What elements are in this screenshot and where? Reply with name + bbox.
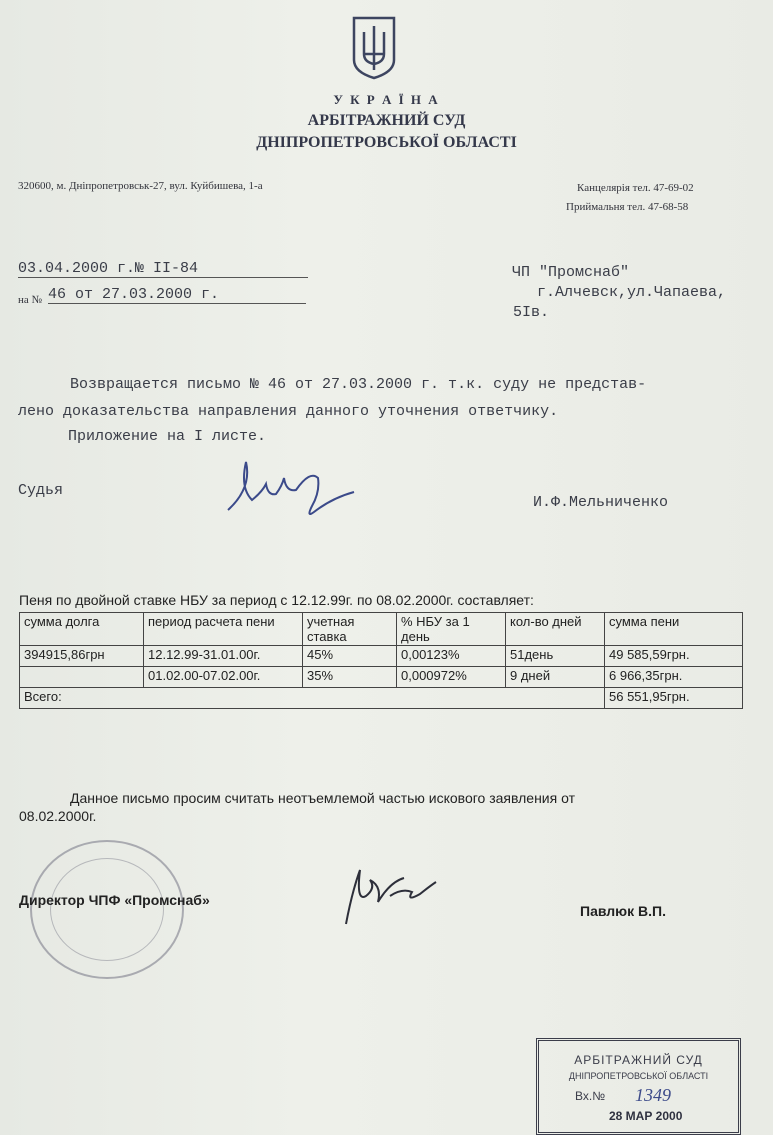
column-header: сумма долга [20, 613, 144, 646]
table-cell: 9 дней [506, 667, 605, 688]
closing-line-1: Данное письмо просим считать неотъемлемой частью искового заявления от [70, 790, 575, 806]
phone-office: Канцелярія тел. 47-69-02 [577, 182, 694, 194]
table-cell [20, 667, 144, 688]
recipient-address: г.Алчевск,ул.Чапаева, [537, 284, 727, 301]
table-cell: 49 585,59грн. [605, 646, 743, 667]
reply-prefix: на № [18, 294, 43, 306]
outgoing-date-number: 03.04.2000 г.№ II-84 [18, 260, 308, 278]
letter-body-line-3: Приложение на I листе. [68, 428, 267, 445]
table-cell: 0,000972% [397, 667, 506, 688]
table-row [20, 646, 743, 667]
director-label: Директор ЧПФ «Промснаб» [19, 892, 210, 908]
column-header: период расчета пени [144, 613, 303, 646]
letter-body-line-2: лено доказательства направления данного уточнения ответчику. [18, 403, 559, 420]
stamp-court-line: АРБІТРАЖНИЙ СУД [574, 1053, 703, 1067]
table-cell: 6 966,35грн. [605, 667, 743, 688]
closing-line-2: 08.02.2000г. [19, 808, 97, 824]
director-name: Павлюк В.П. [580, 903, 666, 919]
director-signature-icon [330, 852, 450, 932]
court-region: ДНІПРОПЕТРОВСЬКОЇ ОБЛАСТІ [256, 134, 517, 151]
judge-name: И.Ф.Мельниченко [533, 494, 669, 511]
table-cell: 35% [303, 667, 397, 688]
penalty-table [19, 612, 743, 709]
penalty-title: Пеня по двойной ставке НБУ за период с 12.12.99г. по 08.02.2000г. составляет: [19, 592, 534, 608]
recipient-house: 5Iв. [513, 304, 550, 321]
table-total-row [20, 688, 743, 709]
reply-reference: 46 от 27.03.2000 г. [48, 286, 306, 304]
table-cell: 12.12.99-31.01.00г. [144, 646, 303, 667]
country-name: У К Р А Ї Н А [333, 92, 440, 107]
column-header: кол-во дней [506, 613, 605, 646]
stamp-date: 28 МАР 2000 [609, 1109, 683, 1123]
court-address: 320600, м. Дніпропетровськ-27, вул. Куйбишева, 1-а [18, 180, 263, 192]
total-label: Всего: [20, 688, 605, 709]
table-cell: 45% [303, 646, 397, 667]
company-round-stamp [30, 840, 184, 979]
stamp-incoming-number: 1349 [635, 1085, 671, 1105]
phone-reception: Приймальня тел. 47-68-58 [566, 201, 689, 213]
column-header: учетная ставка [303, 613, 397, 646]
incoming-stamp [536, 1038, 741, 1135]
letter-body-line-1: Возвращается письмо № 46 от 27.03.2000 г. т.к. суду не представ- [70, 376, 647, 393]
stamp-incoming-prefix: Вх.№ [575, 1089, 606, 1103]
table-cell: 01.02.00-07.02.00г. [144, 667, 303, 688]
table-row [20, 667, 743, 688]
judge-signature-icon [222, 448, 362, 523]
total-value: 56 551,95грн. [605, 688, 743, 709]
stamp-region-line: ДНІПРОПЕТРОВСЬКОЇ ОБЛАСТІ [568, 1071, 709, 1081]
court-name: АРБІТРАЖНИЙ СУД [307, 112, 466, 129]
table-cell: 51день [506, 646, 605, 667]
table-cell: 394915,86грн [20, 646, 144, 667]
recipient-name: ЧП "Промснаб" [512, 264, 630, 281]
table-header-row [20, 613, 743, 646]
column-header: сумма пени [605, 613, 743, 646]
trident-emblem-icon [350, 14, 398, 80]
table-cell: 0,00123% [397, 646, 506, 667]
column-header: % НБУ за 1 день [397, 613, 506, 646]
judge-label: Судья [18, 482, 64, 499]
